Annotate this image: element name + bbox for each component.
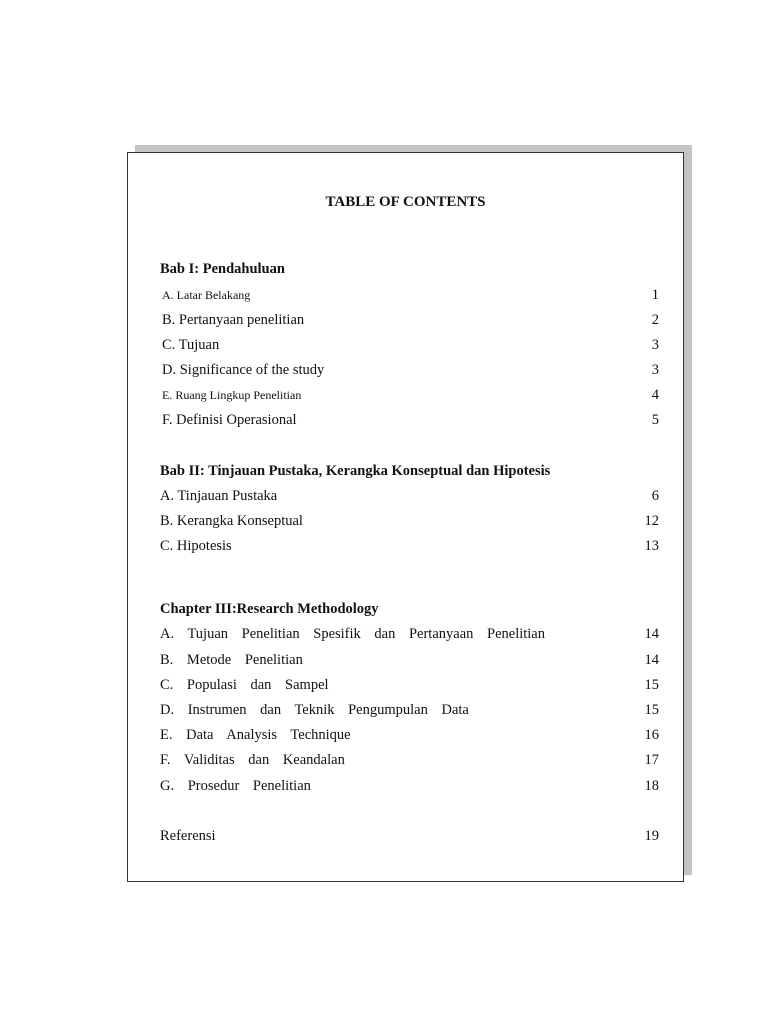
toc-entry[interactable] [160,337,659,354]
entry-label: B. Kerangka Konseptual [160,513,303,529]
entry-label: C. Tujuan [162,337,220,353]
entry-label: Referensi [160,828,216,844]
entry-page: 5 [651,412,659,428]
toc-entry[interactable] [160,538,659,555]
toc-entry[interactable] [160,752,659,769]
entry-page: 14 [644,626,659,642]
toc-entry[interactable] [160,412,659,429]
entry-label: F. Validitas dan Keandalan [160,752,345,768]
entry-page: 4 [651,387,659,403]
toc-entry[interactable] [160,652,659,669]
document-page [127,152,684,882]
toc-title: TABLE OF CONTENTS [325,194,486,210]
entry-page: 14 [644,652,659,668]
section-heading-bab-2: Bab II: Tinjauan Pustaka, Kerangka Konseptual dan Hipotesis [160,463,551,479]
entry-label: F. Definisi Operasional [162,412,297,428]
entry-page: 16 [644,727,659,743]
entry-label: D. Instrumen dan Teknik Pengumpulan Data [160,702,469,718]
entry-page: 12 [644,513,659,529]
entry-page: 13 [644,538,659,554]
toc-entry[interactable] [160,287,659,304]
entry-page: 6 [651,488,659,504]
toc-entry[interactable] [160,362,659,379]
entry-label: E. Ruang Lingkup Penelitian [162,388,302,402]
entry-page: 2 [651,312,659,328]
entry-label: B. Pertanyaan penelitian [162,312,305,328]
entry-page: 18 [644,778,659,794]
entry-label: G. Prosedur Penelitian [160,778,311,794]
entry-label: B. Metode Penelitian [160,652,303,668]
entry-label: C. Populasi dan Sampel [160,677,329,693]
toc-entry[interactable] [160,387,659,404]
entry-label: D. Significance of the study [162,362,325,378]
entry-label: A. Tinjauan Pustaka [160,488,278,504]
entry-page: 15 [644,702,659,718]
entry-page: 3 [651,337,659,353]
entry-label: A. Latar Belakang [162,288,251,302]
toc-entry[interactable] [160,677,659,694]
toc-entry[interactable] [160,626,659,643]
section-heading-bab-1: Bab I: Pendahuluan [160,261,285,277]
toc-entry[interactable] [160,513,659,530]
entry-label: A. Tujuan Penelitian Spesifik dan Pertanyaan Penelitian [160,626,545,642]
entry-label: C. Hipotesis [160,538,232,554]
entry-page: 1 [651,287,659,303]
entry-label: E. Data Analysis Technique [160,727,351,743]
toc-entry[interactable] [160,778,659,795]
toc-entry[interactable] [160,488,659,505]
toc-entry[interactable] [160,727,659,744]
section-heading-chapter-3: Chapter III:Research Methodology [160,601,379,617]
entry-page: 15 [644,677,659,693]
toc-entry[interactable] [160,702,659,719]
toc-entry[interactable] [160,312,659,329]
entry-page: 3 [651,362,659,378]
toc-entry-references[interactable] [160,828,659,845]
entry-page: 19 [644,828,659,844]
entry-page: 17 [644,752,659,768]
